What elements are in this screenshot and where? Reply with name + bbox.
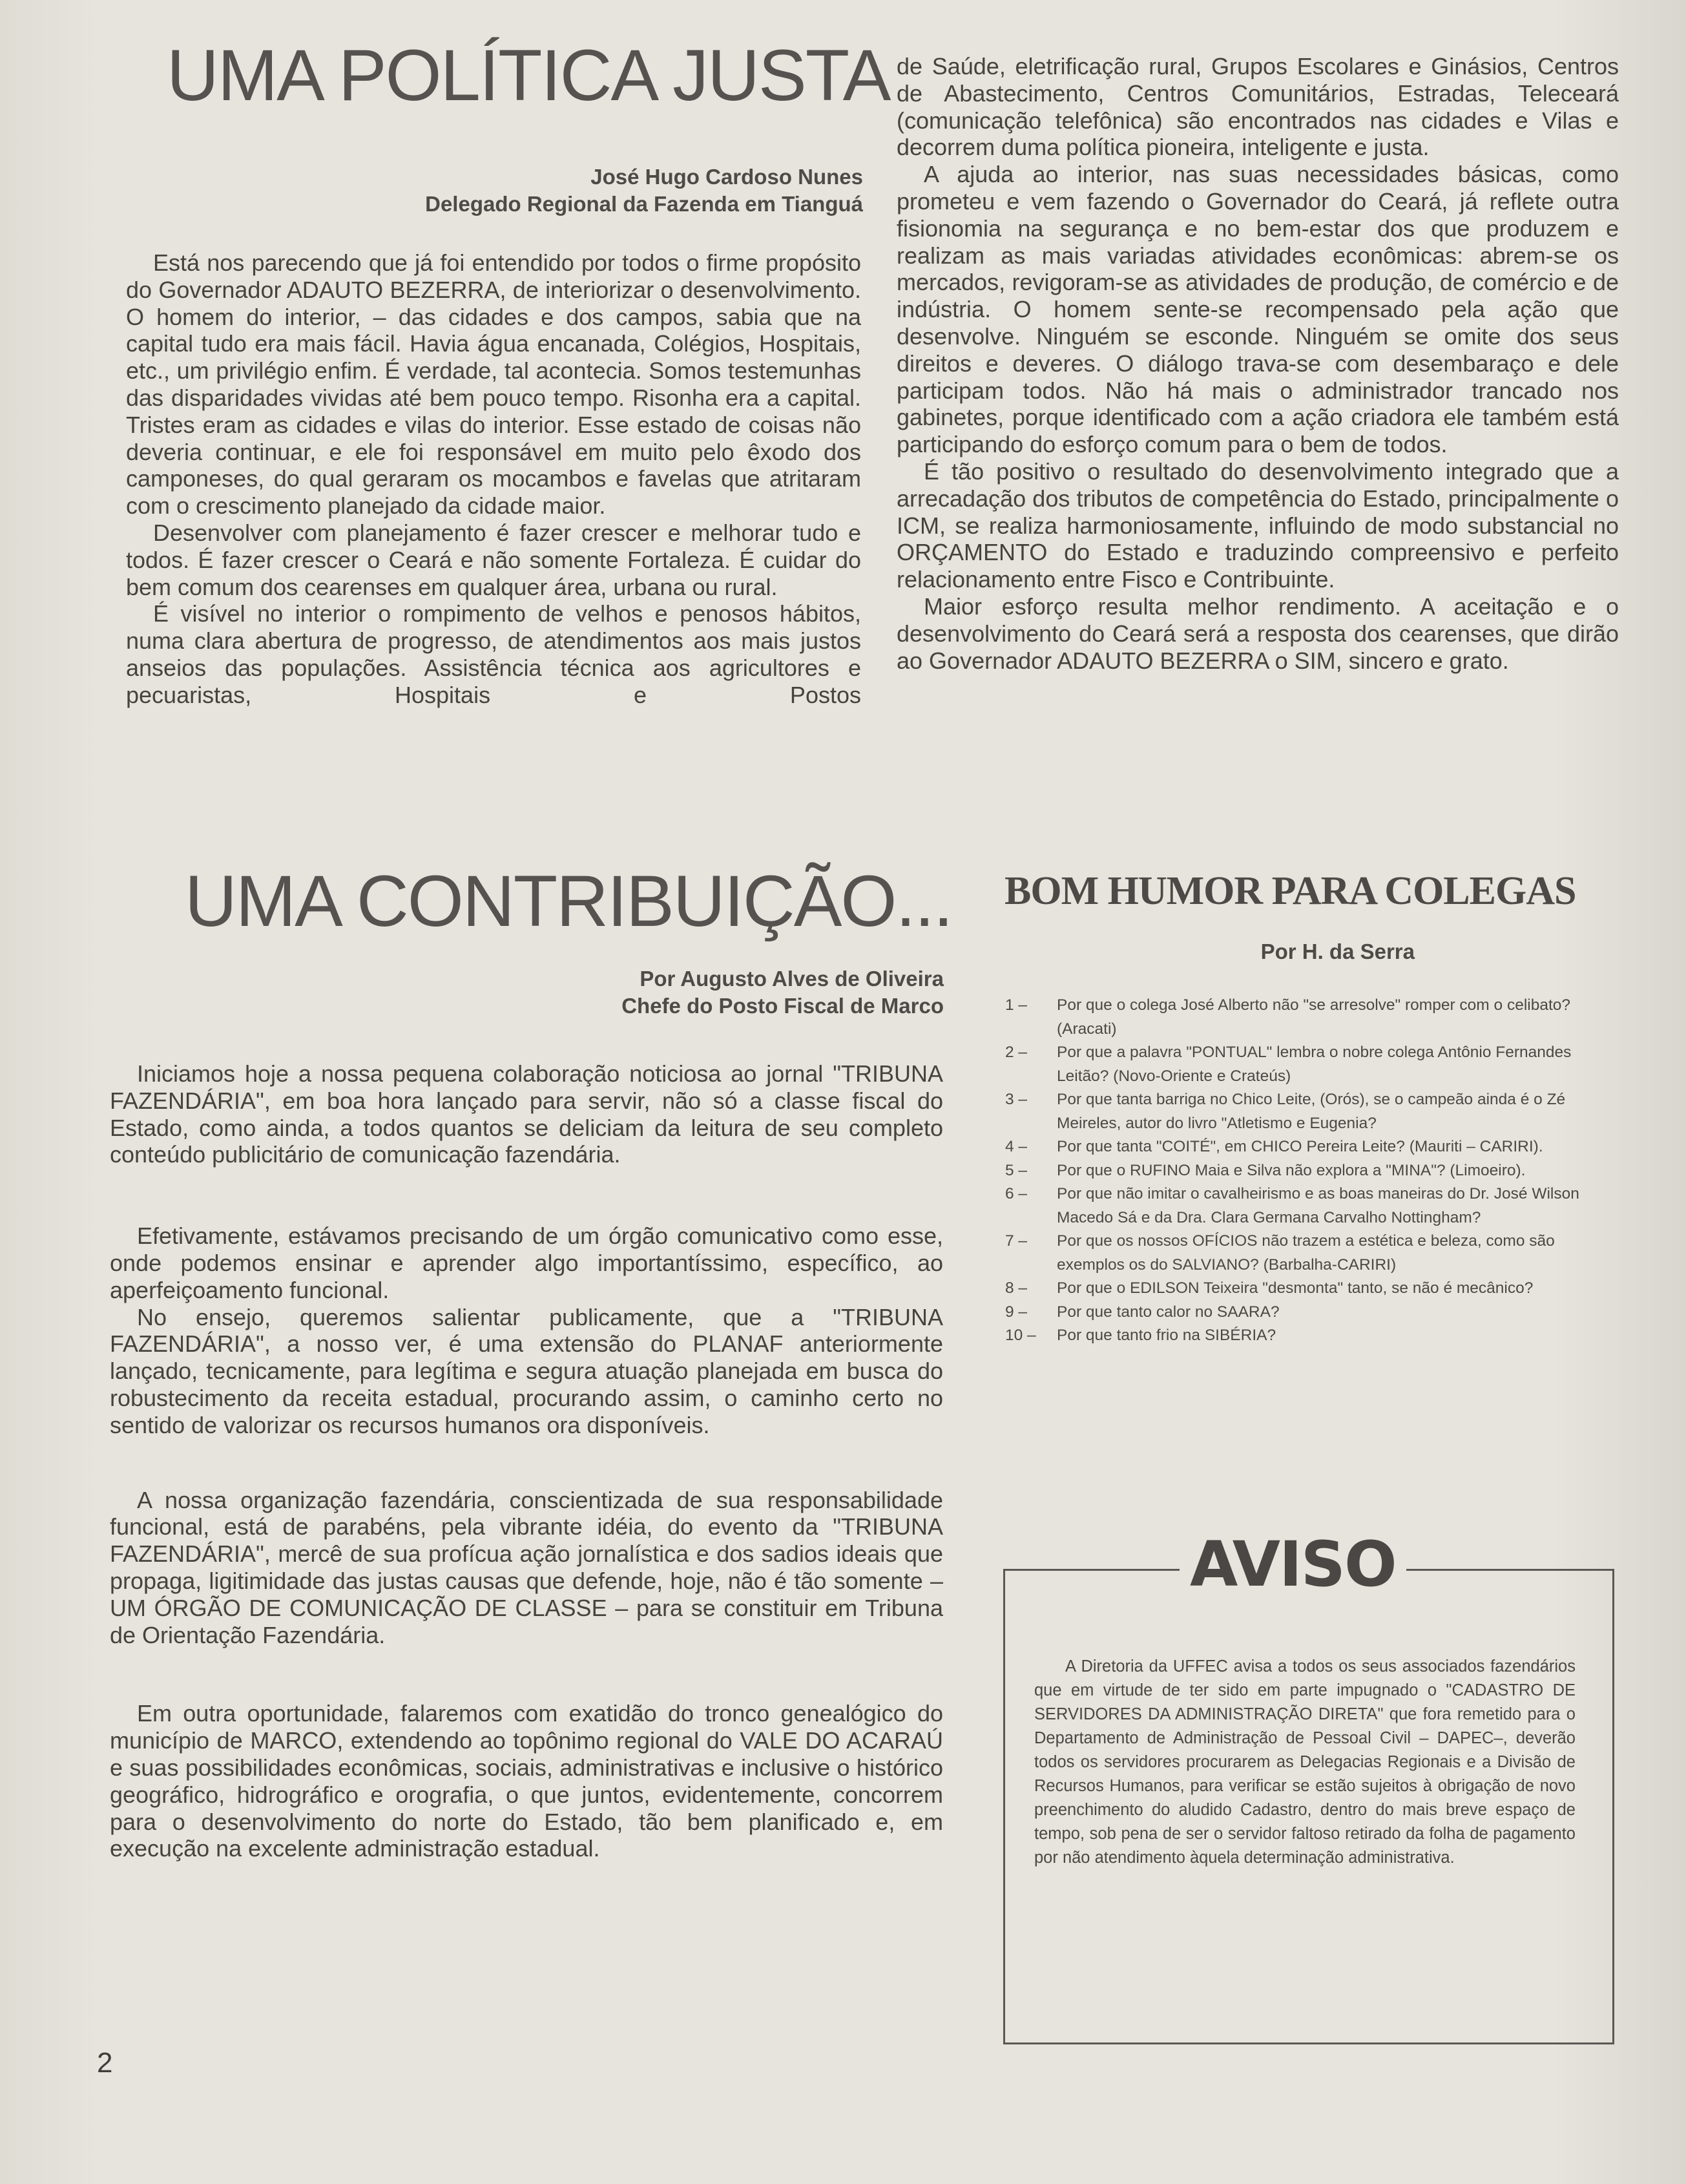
- paragraph: Maior esforço resulta melhor rendimento. A aceitação e o desenvolvimento do Ceará será a resposta dos cearenses, que dirão ao Governador ADAUTO BEZERRA o SIM, sincero e grato.: [897, 593, 1619, 674]
- paragraph: Efetivamente, estávamos precisando de um órgão comunicativo como esse, onde podemos ensinar e aprender algo importantíssimo, específico, ao aperfeiçoamento funcional.: [110, 1223, 943, 1303]
- paragraph: Em outra oportunidade, falaremos com exatidão do tronco genealógico do município de MARCO, extendendo ao topônimo regional do VALE DO ACARAÚ e suas possibilidades econômicas, sociais, administrativas e inclusive o histórico geográfico, hidrográfico e orografia, o que juntos, evidentemente, concorrem para o desenvolvimento do norte do Estado, tão bem planificado e, em execução na excelente administração estadual.: [110, 1700, 943, 1862]
- paragraph: A ajuda ao interior, nas suas necessidades básicas, como prometeu e vem fazendo o Governador do Ceará, já reflete outra fisionomia na segurança e no bem-estar dos que produzem e realizam as mais variadas atividades econômicas: abrem-se os mercados, revigoram-se as atividades de produção, de comércio e de indústria. O homem sente-se recompensado pela ação que desenvolve. Ninguém se esconde. Ninguém se omite dos seus direitos e deveres. O diálogo trava-se com desembaraço e dele participam todos. Não há mais o administrador trancado nos gabinetes, porque identificado com a ação criadora ele também está participando do esforço comum para o bem de todos.: [897, 161, 1619, 458]
- aviso-text: A Diretoria da UFFEC avisa a todos os seus associados fazendários que em virtude de ter sido em parte impugnado o "CADASTRO DE SERVIDORES DA ADMINISTRAÇÃO DIRETA" que fora remetido para o Departamento de Administração de Pessoal Civil – DAPEC–, deverão todos os servidores procurarem as Delegacias Regionais e a Divisão de Recursos Humanos, para verificar se estão sujeitos à obrigação de novo preenchimento do aludido Cadastro, dentro do mais breve espaço de tempo, sob pena de ser o servidor faltoso retirado da folha de pagamento por não atendimento àquela determinação administrativa.: [1034, 1657, 1576, 1867]
- author-name: José Hugo Cardoso Nunes: [590, 165, 863, 189]
- aviso-title: AVISO: [1180, 1532, 1406, 1597]
- paragraph: Está nos parecendo que já foi entendido por todos o firme propósito do Governador ADAUTO BEZERRA, de interiorizar o desenvolvimento. O homem do interior, – das cidades e dos campos, sabia que na capital tudo era mais fácil. Havia água encanada, Colégios, Hospitais, etc., um privilégio enfim. É verdade, tal acontecia. Somos testemunhas das disparidades vividas até bem pouco tempo. Risonha era a capital. Tristes eram as cidades e vilas do interior. Esse estado de coisas não deveria continuar, e ele foi responsável em muito pelo êxodo dos camponeses, do qual geraram os mocambos e favelas que atritaram com o crescimento planejado da cidade maior.: [126, 249, 861, 520]
- humor-title: BOM HUMOR PARA COLEGAS: [1004, 869, 1576, 913]
- article-title: UMA POLÍTICA JUSTA: [167, 35, 890, 116]
- list-item: 6 – Por que não imitar o cavalheirismo e as boas maneiras do Dr. José Wilson Macedo Sá e da Dra. Clara Germana Carvalho Nottingham?: [1005, 1185, 1579, 1226]
- author-name: Por Augusto Alves de Oliveira: [640, 967, 944, 991]
- article-body-right: [897, 53, 1619, 674]
- author-role: Delegado Regional da Fazenda em Tianguá: [425, 192, 863, 216]
- list-item: 9 – Por que tanto calor no SAARA?: [1005, 1303, 1280, 1321]
- article-body: [110, 1060, 943, 1862]
- aviso-box: [1003, 1528, 1614, 2044]
- article-byline: [362, 965, 944, 1020]
- list-item: 4 – Por que tanta "COITÉ", em CHICO Pereira Leite? (Mauriti – CARIRI).: [1005, 1138, 1543, 1155]
- article-byline: [284, 163, 863, 218]
- paragraph: Desenvolver com planejamento é fazer crescer e melhorar tudo e todos. É fazer crescer o Ceará e não somente Fortaleza. É cuidar do bem comum dos cearenses em qualquer área, urbana ou rural.: [126, 519, 861, 600]
- article-politica-justa: [0, 0, 1686, 859]
- article-contribuicao: [0, 859, 950, 2087]
- article-body-left: [126, 249, 861, 709]
- page-number: 2: [97, 2047, 113, 2079]
- paragraph: A nossa organização fazendária, conscientizada de sua responsabilidade funcional, está de parabéns, pela vibrante idéia, do evento da "TRIBUNA FAZENDÁRIA", mercê de sua profícua ação jornalística e dos sadios ideais que propaga, ligitimidade das justas causas que defende, hoje, não é tão somente – UM ÓRGÃO DE COMUNICAÇÃO DE CLASSE – para se constituir em Tribuna de Orientação Fazendária.: [110, 1486, 943, 1648]
- list-item: 5 – Por que o RUFINO Maia e Silva não explora a "MINA"? (Limoeiro).: [1005, 1161, 1526, 1179]
- humor-question-list: [1005, 994, 1612, 1348]
- paragraph: No ensejo, queremos salientar publicamente, que a "TRIBUNA FAZENDÁRIA", a nosso ver, é uma extensão do PLANAF anteriormente lançado, tecnicamente, para legítima e segura atuação planejada em busca do robustecimento da receita estadual, procurando assim, o caminho certo no sentido de valorizar os recursos humanos ora disponíveis.: [110, 1303, 943, 1438]
- list-item: 3 – Por que tanta barriga no Chico Leite, (Orós), se o campeão ainda é o Zé Meireles, autor do livro "Atletismo e Eugenia?: [1005, 1091, 1566, 1132]
- article-title: UMA CONTRIBUIÇÃO...: [185, 861, 952, 941]
- list-item: 10 – Por que tanto frio na SIBÉRIA?: [1005, 1327, 1276, 1344]
- list-item: 8 – Por que o EDILSON Teixeira "desmonta" tanto, se não é mecânico?: [1005, 1279, 1534, 1297]
- humor-byline: Por H. da Serra: [1260, 940, 1415, 963]
- paragraph-continuation: de Saúde, eletrificação rural, Grupos Escolares e Ginásios, Centros de Abastecimento, Centros Comunitários, Estradas, Teleceará (comunicação telefônica) são encontrados nas cidades e Vilas e decorrem duma política pioneira, inteligente e justa.: [897, 53, 1619, 161]
- paragraph: É tão positivo o resultado do desenvolvimento integrado que a arrecadação dos tributos de competência do Estado, principalmente o ICM, se realiza harmoniosamente, influindo de modo substancial no ORÇAMENTO do Estado e traduzindo compreensivo e perfeito relacionamento entre Fisco e Contribuinte.: [897, 457, 1619, 593]
- list-item: 1 – Por que o colega José Alberto não "se arresolve" romper com o celibato? (Aracati): [1005, 996, 1571, 1038]
- author-role: Chefe do Posto Fiscal de Marco: [621, 994, 944, 1018]
- list-item: 7 – Por que os nossos OFÍCIOS não trazem a estética e beleza, como são exemplos os do SALVIANO? (Barbalha-CARIRI): [1005, 1232, 1555, 1274]
- list-item: 2 – Por que a palavra "PONTUAL" lembra o nobre colega Antônio Fernandes Leitão? (Novo-Oriente e Crateús): [1005, 1044, 1572, 1085]
- humor-section: [995, 859, 1615, 1506]
- paragraph: Iniciamos hoje a nossa pequena colaboração noticiosa ao jornal "TRIBUNA FAZENDÁRIA", em boa hora lançado para servir, não só a classe fiscal do Estado, como ainda, a todos quantos se deliciam da leitura de seu completo conteúdo publicitário de comunicação fazendária.: [110, 1060, 943, 1168]
- paragraph: É visível no interior o rompimento de velhos e penosos hábitos, numa clara abertura de progresso, de atendimentos aos mais justos anseios das populações. Assistência técnica aos agricultores e pecuaristas, Hospitais e Postos: [126, 600, 861, 708]
